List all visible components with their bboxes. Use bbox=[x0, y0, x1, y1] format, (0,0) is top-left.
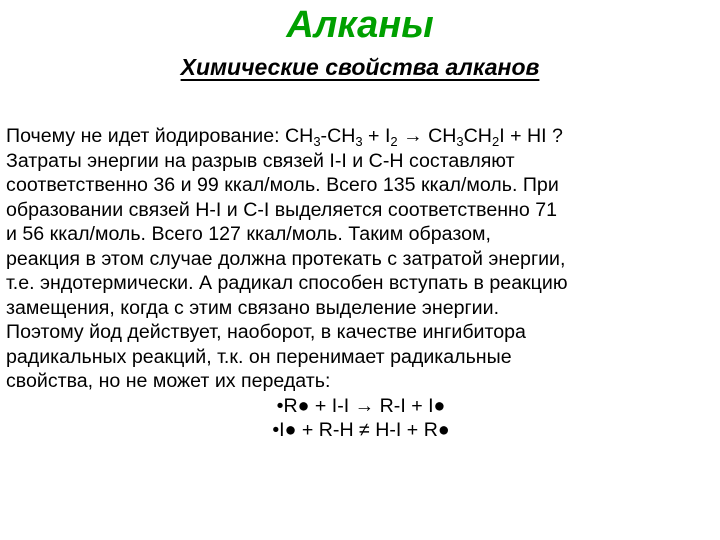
paragraph-line: радикальных реакций, т.к. он перенимает радикальные bbox=[6, 345, 512, 368]
paragraph-line: и 56 ккал/моль. Всего 127 ккал/моль. Таким образом, bbox=[6, 223, 491, 245]
paragraph-line: Затраты энергии на разрыв связей I-I и C-H составляют bbox=[6, 149, 515, 172]
paragraph-line: Поэтому йод действует, наоборот, в качестве ингибитора bbox=[6, 321, 526, 343]
paragraph-line: образовании связей H-I и C-I выделяется соответственно 71 bbox=[6, 198, 557, 221]
slide-subtitle: Химические свойства алканов bbox=[180, 54, 540, 80]
equation-line: •I● + R-H ≠ H-I + R● bbox=[272, 419, 450, 441]
paragraph-line: свойства, но не может их передать: bbox=[6, 370, 331, 392]
equation-line: •R● + I-I → R-I + I● bbox=[276, 394, 446, 417]
text-body bbox=[6, 124, 716, 443]
slide-title: Алканы bbox=[286, 4, 434, 46]
paragraph-line: замещения, когда с этим связано выделение энергии. bbox=[6, 296, 500, 319]
paragraph-line: реакция в этом случае должна протекать с затратой энергии, bbox=[6, 247, 566, 270]
paragraph-line: соответственно 36 и 99 ккал/моль. Всего 135 ккал/моль. При bbox=[6, 174, 559, 196]
question-line: Почему не идет йодирование: $CH_3-CH_3 + I_2 \to CH_3CH_2I$ + HI ? bbox=[6, 125, 563, 149]
paragraph-line: т.е. эндотермически. А радикал способен вступать в реакцию bbox=[6, 272, 568, 294]
